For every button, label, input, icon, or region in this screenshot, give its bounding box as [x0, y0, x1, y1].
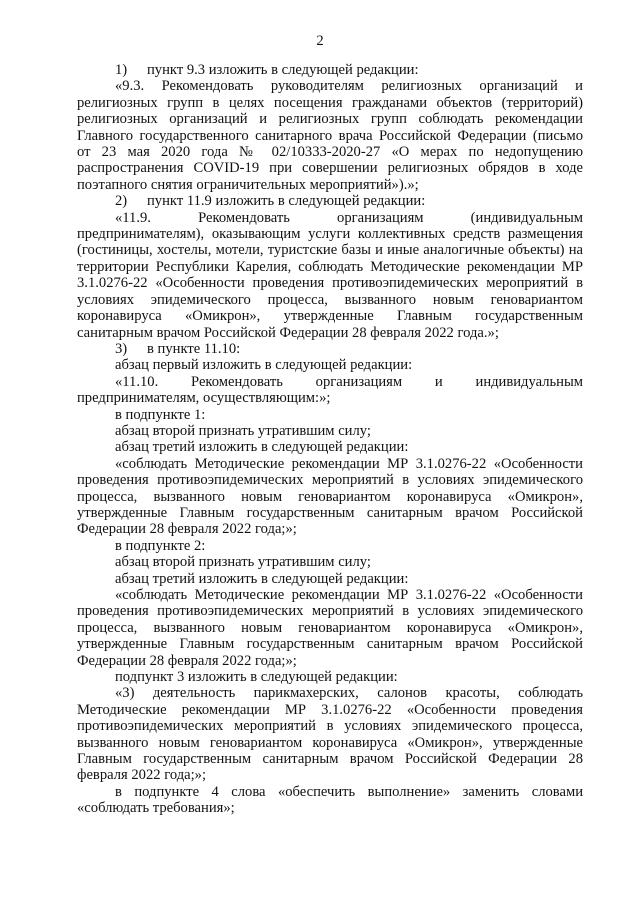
list-item-number: 3)	[115, 340, 128, 357]
paragraph: абзац первый изложить в следующей редакции:	[115, 357, 413, 374]
list-item-text: пункт 11.9 изложить в следующей редакции:	[147, 193, 426, 210]
paragraph: в подпункте 1:	[115, 406, 206, 423]
list-item	[77, 341, 583, 357]
paragraph: «11.10. Рекомендовать организациям и индивидуальным предпринимателям, осуществляющим:»;	[77, 373, 583, 407]
paragraph: абзац второй признать утратившим силу;	[115, 422, 371, 439]
list-item-text: пункт 9.3 изложить в следующей редакции:	[147, 62, 419, 78]
page-number: 2	[316, 33, 324, 49]
paragraph: в подпункте 4 слова «обеспечить выполнение» заменить словами «соблюдать требования»;	[77, 783, 583, 817]
list-item	[77, 193, 583, 209]
document-body	[77, 62, 583, 817]
paragraph: подпункт 3 изложить в следующей редакции:	[115, 669, 398, 686]
paragraph: «соблюдать Методические рекомендации МР 3.1.0276-22 «Особенности проведения противоэпидемических мероприятий в условиях эпидемического процесса, вызванного новым геновариантом коронавируса «Омикрон», утвержденные Главным государственным санитарным врачом Российской Федерации 28 февраля 2022 года;»;	[77, 455, 583, 538]
paragraph: «соблюдать Методические рекомендации МР 3.1.0276-22 «Особенности проведения противоэпидемических мероприятий в условиях эпидемического процесса, вызванного новым геновариантом коронавируса «Омикрон», утвержденные Главным государственным санитарным врачом Российской Федерации 28 февраля 2022 года;»;	[77, 587, 583, 669]
paragraph: абзац третий изложить в следующей редакции:	[115, 570, 409, 587]
paragraph: «9.3. Рекомендовать руководителям религиозных организаций и религиозных групп в целях посещения гражданами объектов (территорий) религиозных организаций и религиозных групп соблюдать рекомендации Главного государственного санитарного врача Российской Федерации (письмо от 23 мая 2020 года № 02/10333-2020-27 «О мерах по недопущению распространения COVID-19 при совершении религиозных обрядов в ходе поэтапного снятия ограничительных мероприятий»).»;	[77, 78, 583, 193]
paragraph: «11.9. Рекомендовать организациям (индивидуальным предпринимателям), оказывающим услуги коллективных средств размещения (гостиницы, хостелы, мотели, туристские базы и иные аналогичные объекты) на территории Республики Карелия, соблюдать Методические рекомендации МР 3.1.0276-22 «Особенности проведения противоэпидемических мероприятий в условиях эпидемического процесса, вызванного новым геновариантом коронавируса «Омикрон», утвержденные Главным государственным санитарным врачом Российской Федерации 28 февраля 2022 года.»;	[77, 209, 583, 341]
paragraph: абзац второй признать утратившим силу;	[115, 554, 371, 571]
list-item	[77, 62, 583, 78]
list-item-number: 1)	[115, 62, 128, 78]
list-item-text: в пункте 11.10:	[147, 340, 241, 357]
paragraph: абзац третий изложить в следующей редакции:	[115, 439, 409, 456]
paragraph: в подпункте 2:	[115, 537, 206, 554]
paragraph: «3) деятельность парикмахерских, салонов красоты, соблюдать Методические рекомендации МР 3.1.0276-22 «Особенности проведения противоэпидемических мероприятий в условиях эпидемического процесса, вызванного новым геновариантом коронавируса «Омикрон», утвержденные Главным государственным санитарным врачом Российской Федерации 28 февраля 2022 года;»;	[77, 685, 583, 784]
list-item-number: 2)	[115, 193, 128, 210]
